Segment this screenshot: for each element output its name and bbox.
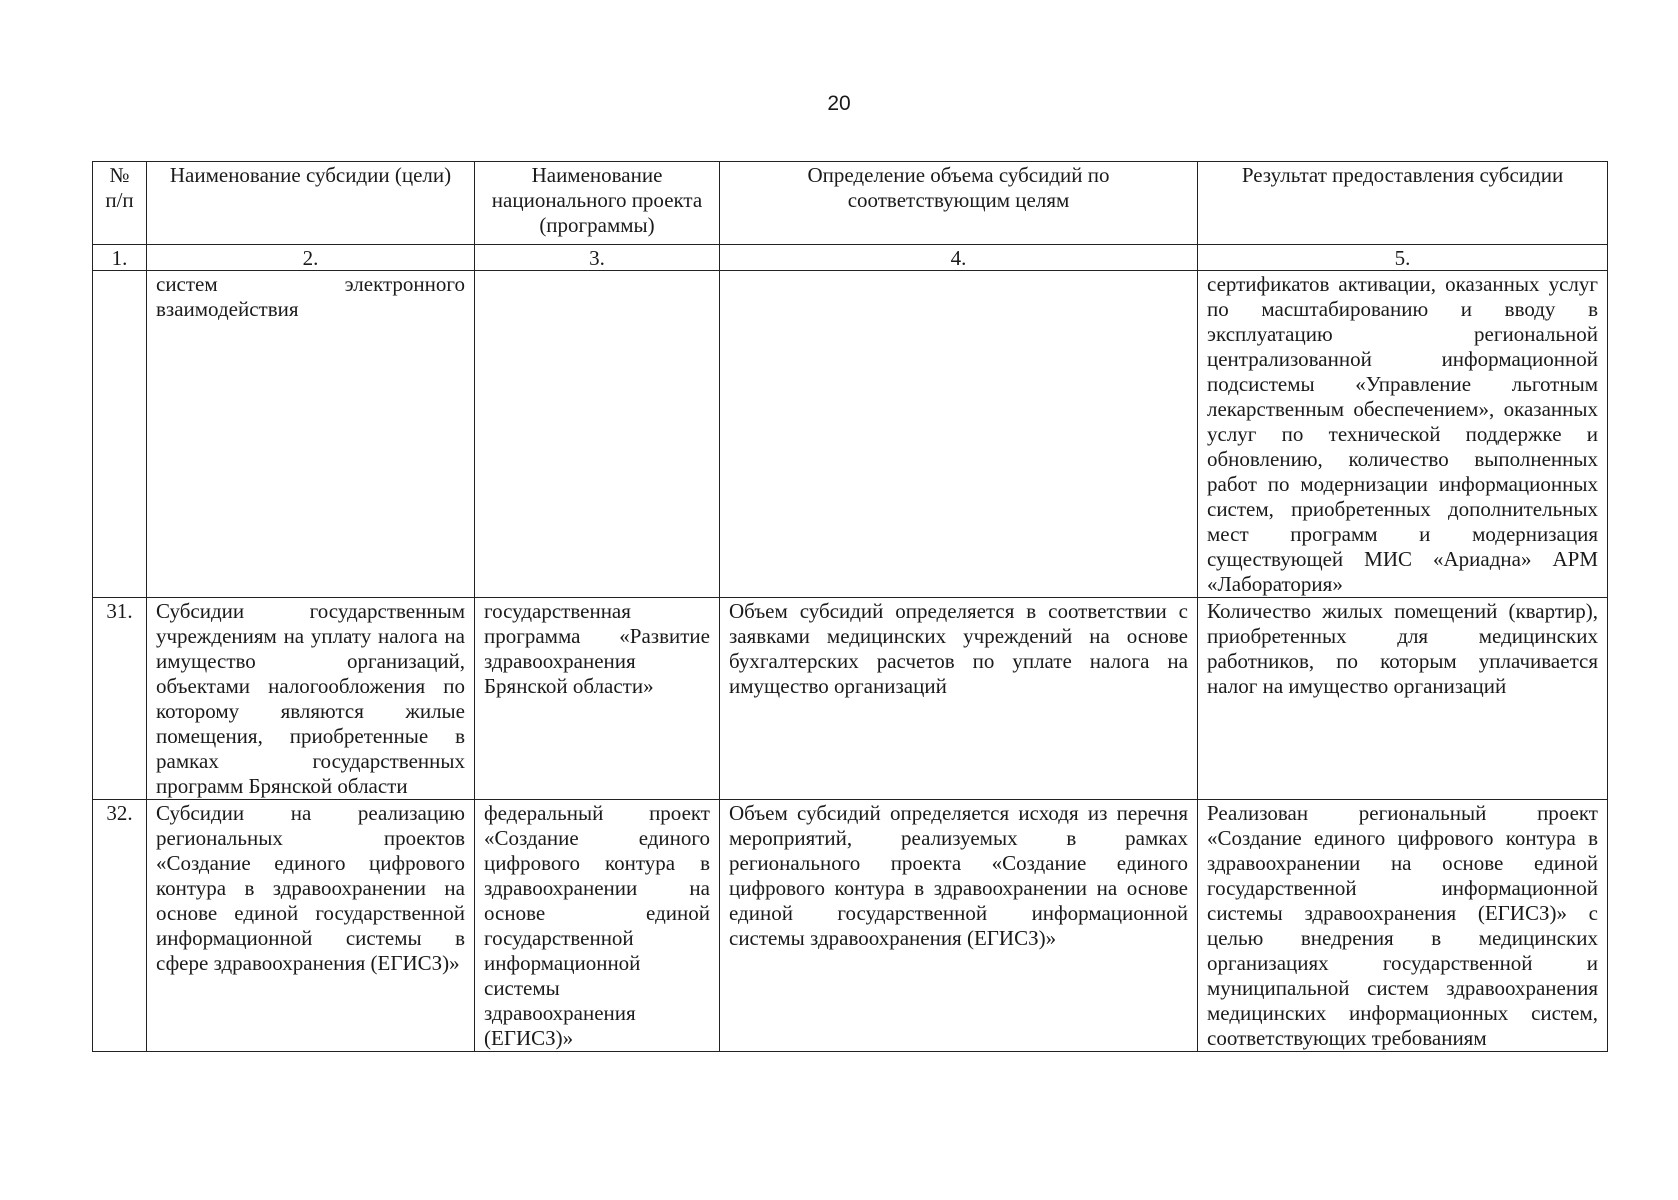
header-result: Результат предоставления субсидии — [1198, 162, 1608, 245]
volume-cell: Объем субсидий определяется исходя из перечня мероприятий, реализуемых в рамках регионального проекта «Создание единого цифрового контура в здравоохранении на основе единой государственной информационной системы здравоохранения (ЕГИСЗ)» — [720, 800, 1198, 1052]
result-cell: Количество жилых помещений (квартир), приобретенных для медицинских работников, по которым уплачивается налог на имущество организаций — [1198, 598, 1608, 800]
column-number: 5. — [1198, 245, 1608, 271]
subsidy-name-cell: Субсидии на реализацию региональных проектов «Создание единого цифрового контура в здравоохранении на основе единой государственной информационной системы в сфере здравоохранения (ЕГИСЗ)» — [147, 800, 475, 1052]
column-number: 2. — [147, 245, 475, 271]
subsidy-table — [92, 161, 1608, 1052]
project-cell: федеральный проект «Создание единого цифрового контура в здравоохранении на основе единой государственной информационной системы здравоохранения (ЕГИСЗ)» — [475, 800, 720, 1052]
header-number: № п/п — [93, 162, 147, 245]
result-cell: Реализован региональный проект «Создание единого цифрового контура в здравоохранении на основе единой государственной информационной системы здравоохранения (ЕГИСЗ)» с целью внедрения в медицинских организациях государственной и муниципальной систем здравоохранения медицинских информационных систем, соответствующих требованиям — [1198, 800, 1608, 1052]
subsidy-name-cell: систем электронного взаимодействия — [147, 271, 475, 598]
column-number: 1. — [93, 245, 147, 271]
volume-cell: Объем субсидий определяется в соответствии с заявками медицинских учреждений на основе бухгалтерских расчетов по уплате налога на имущество организаций — [720, 598, 1198, 800]
header-row — [93, 162, 1608, 245]
row-number — [93, 271, 147, 598]
column-number-row — [93, 245, 1608, 271]
header-volume-definition: Определение объема субсидий по соответствующим целям — [720, 162, 1198, 245]
row-number: 32. — [93, 800, 147, 1052]
row-number: 31. — [93, 598, 147, 800]
header-national-project: Наименование национального проекта (программы) — [475, 162, 720, 245]
table-row — [93, 598, 1608, 800]
project-cell: государственная программа «Развитие здравоохранения Брянской области» — [475, 598, 720, 800]
page-number: 20 — [827, 92, 851, 115]
project-cell — [475, 271, 720, 598]
volume-cell — [720, 271, 1198, 598]
column-number: 4. — [720, 245, 1198, 271]
subsidy-name-cell: Субсидии государственным учреждениям на уплату налога на имущество организаций, объектами налогообложения по которому являются жилые помещения, приобретенные в рамках государственных программ Брянской области — [147, 598, 475, 800]
result-cell: сертификатов активации, оказанных услуг по масштабированию и вводу в эксплуатацию региональной централизованной информационной подсистемы «Управление льготным лекарственным обеспечением», оказанных услуг по технической поддержке и обновлению, количество выполненных работ по модернизации информационных систем, приобретенных дополнительных мест программ и модернизация существующей МИС «Ариадна» АРМ «Лаборатория» — [1198, 271, 1608, 598]
column-number: 3. — [475, 245, 720, 271]
table-row — [93, 800, 1608, 1052]
header-subsidy-name: Наименование субсидии (цели) — [147, 162, 475, 245]
table-row — [93, 271, 1608, 598]
